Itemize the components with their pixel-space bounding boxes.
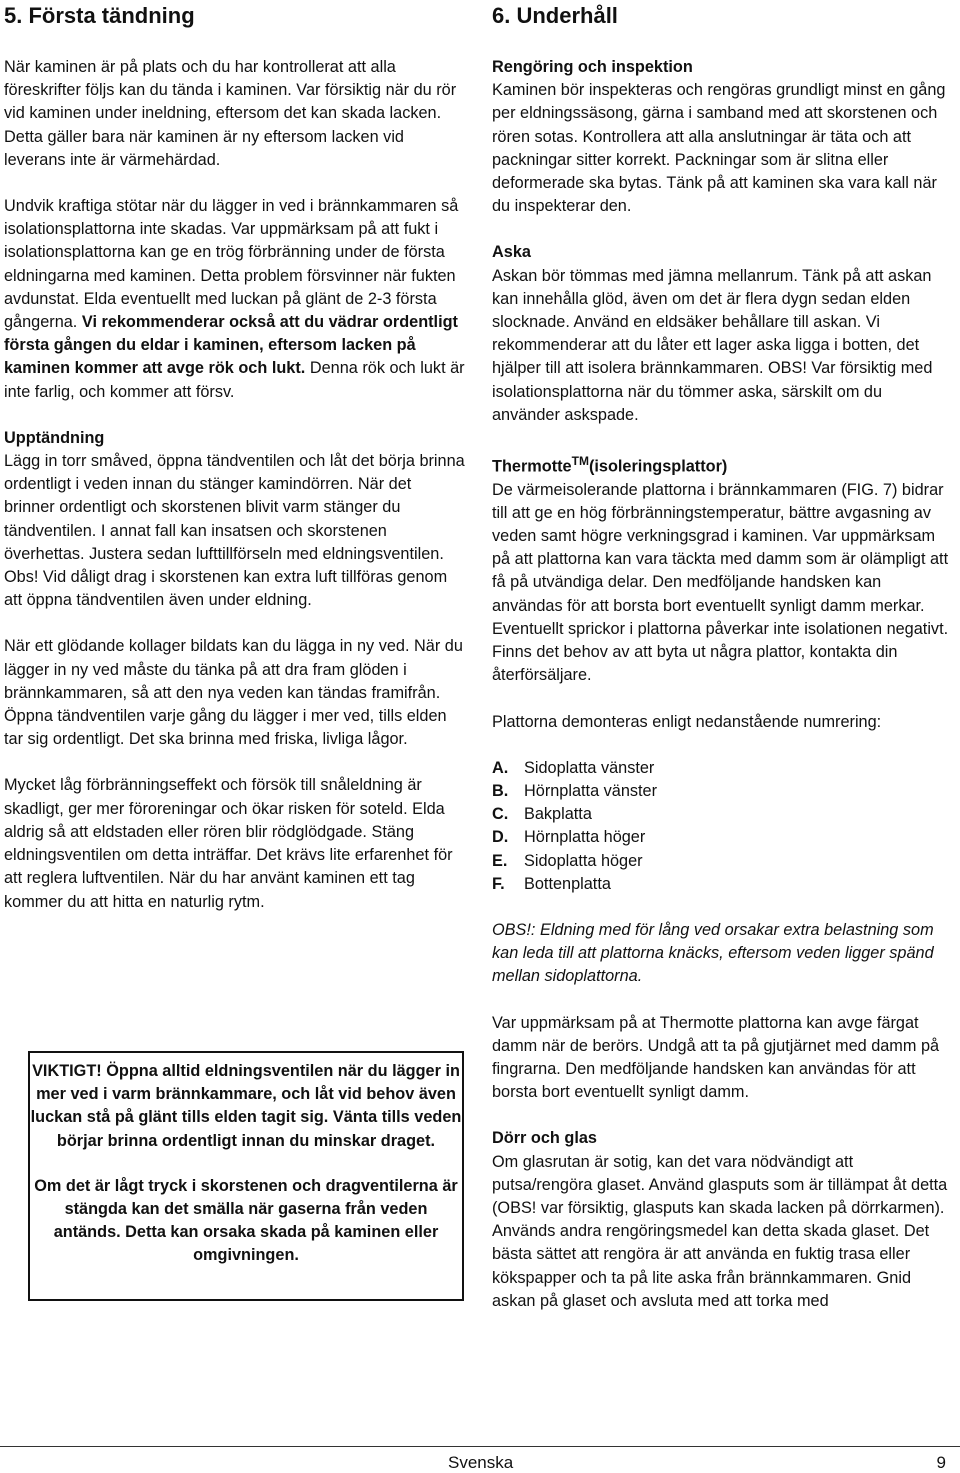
list-item: E. Sidoplatta höger (492, 851, 643, 870)
low-burn-paragraph: Mycket låg förbränningseffekt och försök till snåleldning är skadligt, ger mer föroreningar och ökar risken för soteld. Elda aldrig så att eldstaden eller rören blir rödglödgade. Stäng eldningsventilen om detta inträffar. Det krävs lite erfarenhet för att reglera luftventilen. När du har använt kaminen ett tag kommer du att hitta en naturlig rytm. (4, 776, 453, 911)
warning-important: VIKTIGT! Öppna alltid eldningsventilen när du lägger in mer ved i varm brännkammare, och låt vid behov även luckan stå på glänt tills elden tagit sig. Vänta tills veden börjar brinna ordentligt innan du minskar draget. (30, 1062, 462, 1150)
thermotte-heading: Thermotte™(isoleringsplattor) (492, 454, 728, 476)
ash-text: Askan bör tömmas med jämna mellanrum. Tänk på att askan kan innehålla glöd, även om det är flera dygn sedan elden slocknade. Använd en eldsäker behållare till askan. Vi rekommenderar att du låter ett lager aska ligga i botten, det hjälper till att isolera brännkammaren. OBS! Var försiktig med isolationsplattorna när du tömmer aska, särskilt om du använder askspade. (492, 266, 933, 424)
plates-list (492, 757, 954, 896)
smoke-note: Denna rök och lukt är inte farlig, och kommer att försv. (4, 359, 465, 401)
obs-note: OBS!: Eldning med för lång ved orsakar extra belastning som kan leda till att plattorna knäcks, eftersom veden ligger spänd mellan sidoplattorna. (492, 920, 934, 986)
left-column (4, 0, 466, 914)
ignition-block (4, 427, 466, 613)
thermotte-text: De värmeisolerande plattorna i brännkammaren (FIG. 7) bidrar till att ge en hög förbränningstemperatur, bättre avgasning av veden samt högre verkningsgrad i kaminen. Var uppmärksam på att plattorna kan vara täckta med damm som är olämpligt att få på utvändiga delar. Den medföljande handsken kan användas för att borsta bort eventuellt synligt damm merkar. Eventuellt sprickor i plattorna påverkar inte isolationen negativt. Finns det behov av att byta ut några plattor, kontakta din återförsäljare. (492, 480, 949, 685)
cleaning-text: Kaminen bör inspekteras och rengöras grundligt minst en gång per eldningssäsong, gärna i samband med att skorstenen och rören sotas. Kontrollera att alla anslutningar är täta och att packningar sitter korrekt. Packningar som är slitna eller deformerade ska bytas. Tänk på att kaminen ska vara kall när du inspekterar den. (492, 81, 946, 216)
list-item: D. Hörnplatta höger (492, 828, 646, 847)
list-item: B. Hörnplatta vänster (492, 781, 658, 800)
ventilation-advice-bold: Vi rekommenderar också att du vädrar ordentligt första gången du eldar i kaminen, eftersom lacken på kaminen kommer att avge rök och lukt. (4, 313, 458, 378)
section-heading-first-firing: 5. Första tändning (4, 3, 195, 28)
cleaning-block (492, 56, 954, 218)
trademark-mark: TM (571, 454, 589, 469)
thermotte-dust-warning: Var uppmärksam på at Thermotte plattorna kan avge färgat damm när de berörs. Undgå att ta på gjutjärnet med damm på fingrarna. Den medföljande handsken kan användas för att borsta bort eventuellt synligt damm. (492, 1013, 940, 1102)
plates-intro: Plattorna demonteras enligt nedanstående numrering: (492, 712, 882, 731)
insulation-paragraph-block (4, 195, 466, 404)
warning-pressure: Om det är lågt tryck i skorstenen och dragventilerna är stängda kan det smälla när gaserna från veden antänds. Detta kan orsaka skada på kaminen eller omgivningen. (34, 1176, 458, 1265)
reload-paragraph: När ett glödande kollager bildats kan du lägga in ny ved. När du lägger in ny ved måste du tänka på att dra fram glöden i brännkammaren, så att den nya veden kan tändas framifrån. Öppna tändventilen varje gång du lägger i mer ved, tills elden tar sig ordentligt. Det ska brinna med friska, livliga lågor. (4, 637, 463, 749)
warning-box (28, 1051, 464, 1301)
list-item: F. Bottenplatta (492, 874, 611, 893)
door-glass-heading: Dörr och glas (492, 1129, 597, 1148)
ash-heading: Aska (492, 243, 531, 262)
right-column (492, 0, 954, 1313)
section-heading-maintenance: 6. Underhåll (492, 3, 618, 28)
door-glass-block (492, 1127, 954, 1313)
footer-divider (0, 1446, 960, 1447)
list-item: C. Bakplatta (492, 805, 592, 824)
door-glass-text: Om glasrutan är sotig, kan det vara nödvändigt att putsa/rengöra glaset. Använd glasputs som är tillämpat åt detta (OBS! var försiktig, glasputs kan skada lacken på dörrkarmen). Används andra rengöringsmedel kan detta skada glaset. Det bästa sättet att rengöra är att använda en fuktig trasa eller kökspapper och ta på lite aska från brännkammaren. Gnid askan på glaset och avsluta med att torka med (492, 1152, 948, 1310)
ignition-text: Lägg in torr småved, öppna tändventilen och låt det börja brinna ordentligt i veden innan du stänger kamindörren. När det brinner ordentligt och skorstenen blivit varm stänger du tändventilen. I annat fall kan insatsen och skorstenen överhettas. Justera sedan lufttillförseln med eldningsventilen. Obs! Vid dåligt drag i skorstenen kan extra luft tillföras genom att öppna tändventilen även under eldning. (4, 452, 465, 610)
footer-language: Svenska (448, 1453, 514, 1472)
thermotte-block (492, 450, 954, 687)
list-item: A. Sidoplatta vänster (492, 758, 655, 777)
cleaning-heading: Rengöring och inspektion (492, 58, 693, 76)
ignition-heading: Upptändning (4, 428, 105, 447)
insulation-paragraph: Undvik kraftiga stötar när du lägger in ved i brännkammaren så isolationsplattorna inte skadas. Var uppmärksam på att fukt i isolationsplattorna kan ge en trög förbränning under de första eldningarna med kaminen. Detta problem försvinner när fukten avdunstat. Elda eventuellt med luckan på glänt de 2-3 första gångerna. (4, 197, 459, 332)
page-number: 9 (936, 1453, 946, 1472)
intro-paragraph: När kaminen är på plats och du har kontrollerat att alla föreskrifter följs kan du tända i kaminen. Var försiktig när du rör vid kaminen under ineldning, eftersom det kan skada lacken. Detta gäller bara när kaminen är ny eftersom lacken vid leverans inte är värmehärdad. (4, 58, 457, 169)
ash-block (492, 241, 954, 427)
